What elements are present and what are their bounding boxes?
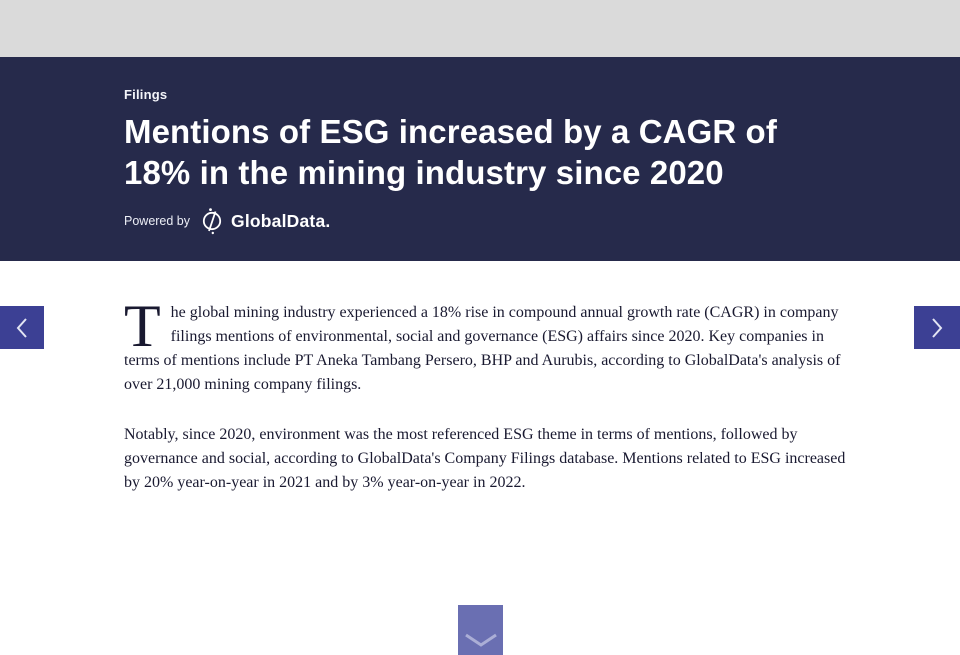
article-body	[124, 293, 846, 495]
prev-slide-button[interactable]	[0, 306, 44, 349]
article-paragraph-1	[124, 293, 846, 397]
hero-banner	[0, 57, 960, 261]
article-paragraph-1-text: he global mining industry experienced a 18% rise in compound annual growth rate (CAGR) in company filings mentions of environmental, social and governance (ESG) affairs since 2020. Key companies in terms of mentions include PT Aneka Tambang Persero, BHP and Aurubis, according to GlobalData's analysis of over 21,000 mining company filings.	[124, 304, 841, 393]
page-title-line-1: Mentions of ESG increased by a CAGR of	[124, 113, 777, 150]
next-slide-button[interactable]	[914, 306, 960, 349]
chevron-down-icon	[464, 633, 498, 647]
category-label: Filings	[124, 87, 168, 102]
content-area	[0, 261, 960, 655]
scroll-down-button[interactable]	[458, 605, 503, 655]
chevron-left-icon	[14, 316, 30, 340]
top-strip	[0, 0, 960, 57]
drop-cap: T	[124, 293, 161, 359]
article-paragraph-2: Notably, since 2020, environment was the most referenced ESG theme in terms of mentions, followed by governance and social, according to GlobalData's Company Filings database. Mentions related to ESG increased by 20% year-on-year in 2021 and by 3% year-on-year in 2022.	[124, 426, 846, 491]
globaldata-logo-icon	[200, 207, 224, 235]
page-title	[124, 111, 960, 193]
page-title-line-2: 18% in the mining industry since 2020	[124, 154, 724, 191]
chevron-right-icon	[929, 316, 945, 340]
powered-by-label: Powered by	[124, 214, 191, 228]
powered-by-row	[124, 207, 330, 235]
brand-name: GlobalData.	[231, 210, 331, 231]
